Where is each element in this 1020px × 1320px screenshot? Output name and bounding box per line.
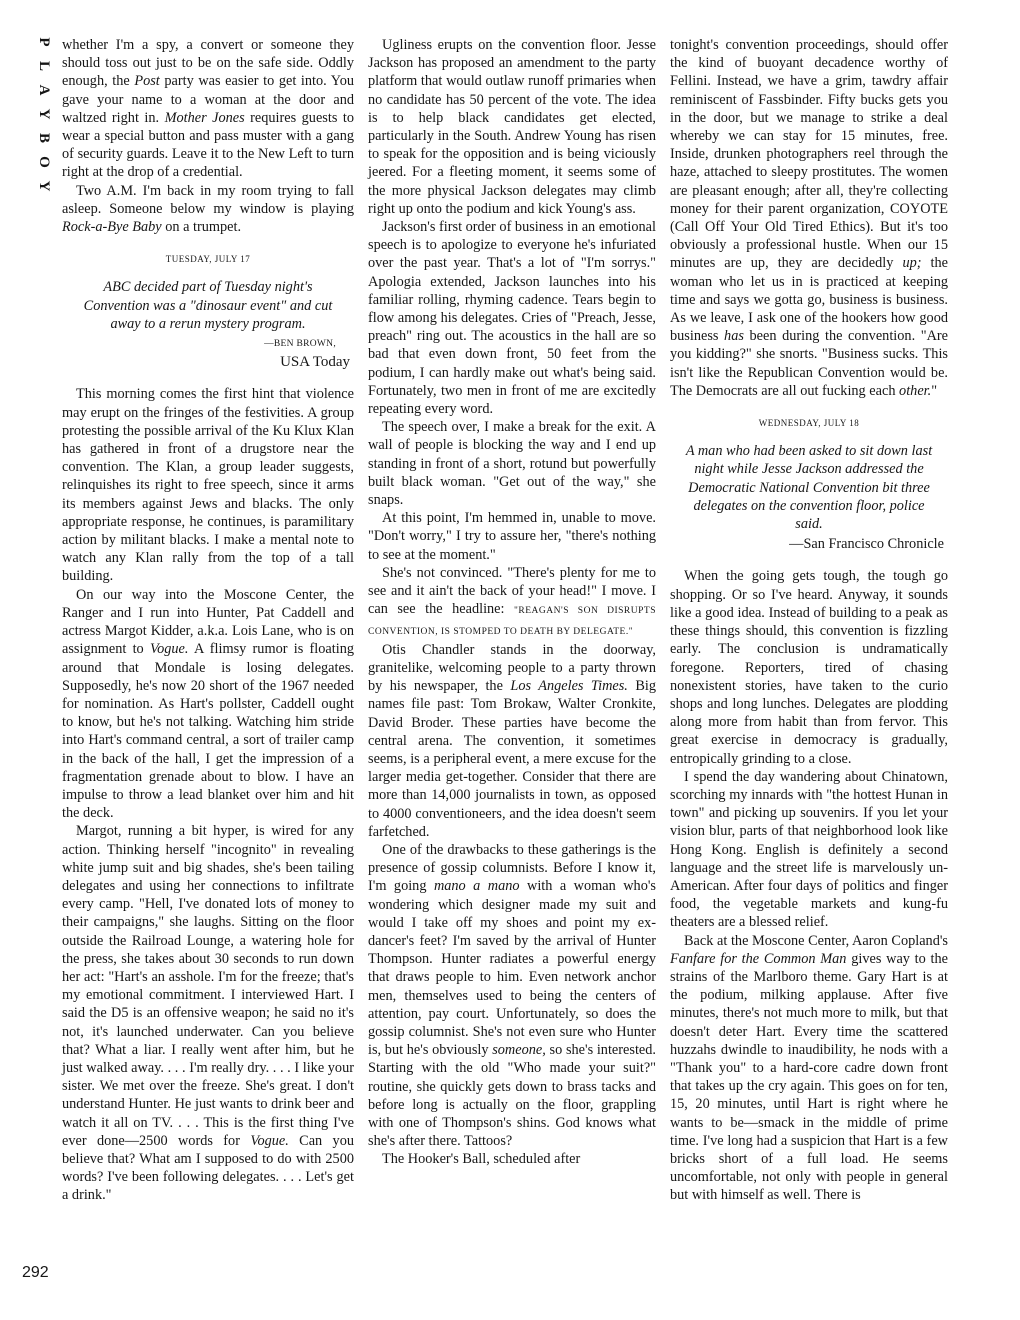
paragraph: whether I'm a spy, a convert or someone they should toss out just to be on the safe side. Oddly enough, the Post party was easier to get into. You gave your name to a woman at the door and waltzed right in. Mother Jones requires guests to wear a special button and pass muster with a gang of security guards. Leave it to the New Left to turn right at the drop of a credential. (62, 37, 354, 181)
paragraph: Ugliness erupts on the convention floor. Jesse Jackson has proposed an amendment to the party platform that would outlaw runoff primaries when no candidate has 50 percent of the vote. The idea is to help black candidates get elected, particularly in the South. Andrew Young has risen to speak for the opposition and is being viciously jeered. For a fleeting moment, it seems some of the more physical Jackson delegates may climb right up onto the podium and kick Young's ass. (368, 37, 656, 217)
title-letter: B (36, 132, 52, 143)
attribution-name: —BEN BROWN, (264, 339, 336, 350)
paragraph: Two A.M. I'm back in my room trying to fall asleep. Someone below my window is playing Rock-a-Bye Baby on a trumpet. (62, 182, 354, 236)
text-column-2 (368, 36, 656, 1169)
title-letter: Y (36, 180, 52, 192)
title-letter: O (36, 156, 52, 168)
paragraph: At this point, I'm hemmed in, unable to move. "Don't worry," I try to assure her, "there's nothing to see at the moment." (368, 510, 656, 563)
title-letter: A (36, 84, 52, 96)
title-letter: L (36, 60, 52, 71)
title-letter: P (36, 37, 52, 47)
text-column-1 (62, 36, 354, 1205)
paragraph: Otis Chandler stands in the doorway, granitelike, welcoming people to a party thrown by his newspaper, the Los Angeles Times. Big names file past: Tom Brokaw, Walter Cronkite, David Broder. These parties have become the central arena. The convention, it sometimes seems, is a peripheral event, a mere excuse for the larger media get-together. Consider that there are more than 14,000 journalists in town, as opposed to 4000 conventioneers, and the idea doesn't seem farfetched. (368, 641, 656, 840)
paragraph: The speech over, I make a break for the exit. A wall of people is blocking the way and I end up standing in front of a short, rotund but powerfully built black woman. "Get out of the way," she snaps. (368, 419, 656, 509)
paragraph: When the going gets tough, the tough go shopping. Or so I've heard. Anyway, it sounds like a good idea. Instead of building to a peak as these things should, this convention is fizzling early. The conclusion is undramatically foregone. Reporters, tired of chasing nonexistent stories, have taken to the curio shops and long lunches. Delegates are plodding along more from habit than from fervor. This great exercise in democracy is gradually, entropically grinding to a close. (670, 568, 948, 767)
attribution-source: —San Francisco Chronicle (789, 536, 944, 553)
paragraph: This morning comes the first hint that violence may erupt on the fringes of the festivities. A group protesting the possible arrival of the Ku Klux Klan has gathered in front of a drugstore near the convention. The Klan, a group leader suggests, relinquishes its right to free speech, since it arms its members against Jews and blacks. The only appropriate response, he continues, is paramilitary action by militant blacks. I make a mental note to watch any Klan rally from the top of a tall building. (62, 386, 354, 585)
pull-quote: ABC decided part of Tuesday night's Convention was a "dinosaur event" and cut away to a rerun mystery program. (83, 279, 333, 332)
title-letter: Y (36, 108, 52, 120)
attribution-source: USA Today (280, 354, 350, 371)
quote-attribution (670, 535, 948, 553)
page-number: 292 (22, 1264, 49, 1281)
pull-quote: A man who had been asked to sit down last night while Jesse Jackson addressed the Democratic National Convention bit three delegates on the convention floor, police said. (685, 443, 933, 533)
paragraph: One of the drawbacks to these gatherings is the presence of gossip columnists. Before I know it, I'm going mano a mano with a woman who's wondering which designer made my suit and would I take off my shoes and point my ex-dancer's feet? I'm saved by the arrival of Hunter Thompson. Hunter radiates a powerful energy that draws people to him. Even network anchor men, themselves used to being the centers of attention, pay court. Unfortunately, so does the gossip columnist. She's not even sure who Hunter is, but he's obviously someone, so she's interested. Starting with the old "Who made your suit?" routine, she quickly gets down to brass tacks and before long is actually on the floor, grappling with one of Thompson's shins. God knows what she's after there. Tattoos? (368, 841, 656, 1150)
text-column-3 (670, 36, 948, 1205)
quote-attribution (62, 335, 354, 371)
paragraph: She's not convinced. "There's plenty for me to see and it ain't the back of your head!" I move. I can see the headline: "REAGAN'S SON DISRUPTS CONVENTION, IS STOMPED TO DEATH BY DELEGATE." (368, 564, 656, 637)
headline-smallcaps: "REAGAN'S SON DISRUPTS CONVENTION, IS STOMPED TO DEATH BY DELEGATE." (368, 606, 656, 637)
paragraph: On our way into the Moscone Center, the Ranger and I run into Hunter, Pat Caddell and actress Margot Kidder, a.k.a. Lois Lane, who is on assignment to Vogue. A flimsy rumor is floating around that Mondale is losing delegates. Supposedly, he's now 20 short of the 1967 needed for nomination. As Hart's pollster, Caddell ought to know, but he's not talking. Watching him stride into Hart's command central, a sort of trailer camp in the back of the hall, I get the impression of a fragmentation grenade about to blow. I have an impulse to throw a lead blanket over him and hit the deck. (62, 586, 354, 822)
paragraph: I spend the day wandering about Chinatown, scorching my innards with "the hottest Hunan in town" and picking up souvenirs. If you let your vision blur, parts of that neighborhood look like Hong Kong. English is definitely a second language and the street life is marvelously un-American. After four days of politics and finger food, the vegetable markets and kung-fu theaters are a blessed relief. (670, 768, 948, 931)
paragraph: Margot, running a bit hyper, is wired for any action. Thinking herself "incognito" in revealing white jump suit and big shades, she's been tailing delegates and using her connections to infiltrate every camp. "Hell, I've donated lots of money to their campaigns," she laughs. Sitting on the floor outside the Railroad Lounge, a watering hole for the press, she takes about 30 seconds to run down her act: "Hart's an asshole. I'm for the freeze; that's my emotional commitment. I interviewed Hart. I said the D5 is an offensive weapon; he said no it's not, it's launched underwater. Can you believe that? What a liar. I really went after him, but he just walked away. . . . I'm really dry. . . . I like your sister. We met over the freeze. She's great. I don't understand Hunter. He just wants to drink beer and watch it all on TV. . . . This is the first thing I've ever done—2500 words for Vogue. Can you believe that? What am I supposed to do with 2500 words? I've been following delegates. . . . Let's get a drink." (62, 823, 355, 1204)
paragraph: tonight's convention proceedings, should offer the kind of buoyant decadence worthy of Fellini. Instead, we have a grim, tawdry affair reminiscent of Fassbinder. Fifty bucks gets you in the door, but we manage to strike a deal whereby we can stay for 15 minutes, free. Inside, drunken photographers reel through the haze, attached to sleepy prostitutes. The women are pleasant enough; after all, they're collecting money for their parent organization, COYOTE (Call Off Your Old Tired Ethics). But it's too obviously a professional hustle. When our 15 minutes are up, they are decidedly up; the woman who let us in is practiced at keeping time and says we gotta go, business is business. As we leave, I ask one of the hookers how good business has been during the convention. "Are you kidding?" she snorts. "Business sucks. This isn't like the Republican Convention would be. The Democrats are all out fucking each other." (670, 37, 948, 399)
paragraph: Back at the Moscone Center, Aaron Copland's Fanfare for the Common Man gives way to the strains of the Marlboro theme. Gary Hart is at the podium, milking applause. After five minutes, there's not much more to milk, but that doesn't deter Hart. Every time the scattered huzzahs dwindle to inaudibility, he nods with a "Thank you" to a hard-core cadre down front that takes up the cry again. This goes on for ten, 15, 20 minutes, until Hart is right where he wants to be—smack in the middle of prime time. I've long had a suspicion that Hart is a few bricks short of a full load. He seems uncomfortable, not only with people in general but with himself as well. There is (670, 932, 948, 1204)
dateline: WEDNESDAY, JULY 18 (758, 418, 860, 429)
paragraph: Jackson's first order of business in an emotional speech is to apologize to everyone he's infuriated over the past year. That's a lot of "I'm sorrys." Apologia extended, Jackson launches into his familiar rolling, rhyming cadence. Tears begin to flow among his delegates. Cries of "Preach, Jesse, preach" ring out. The acoustics in the hall are so bad that even down front, 50 feet from the podium, I can hardly make out what's being said. Fortunately, two men in front of me are excitedly repeating every word. (368, 219, 656, 418)
dateline: TUESDAY, JULY 17 (165, 254, 251, 265)
paragraph: The Hooker's Ball, scheduled after (382, 1151, 581, 1168)
magazine-title-vertical (28, 30, 50, 198)
